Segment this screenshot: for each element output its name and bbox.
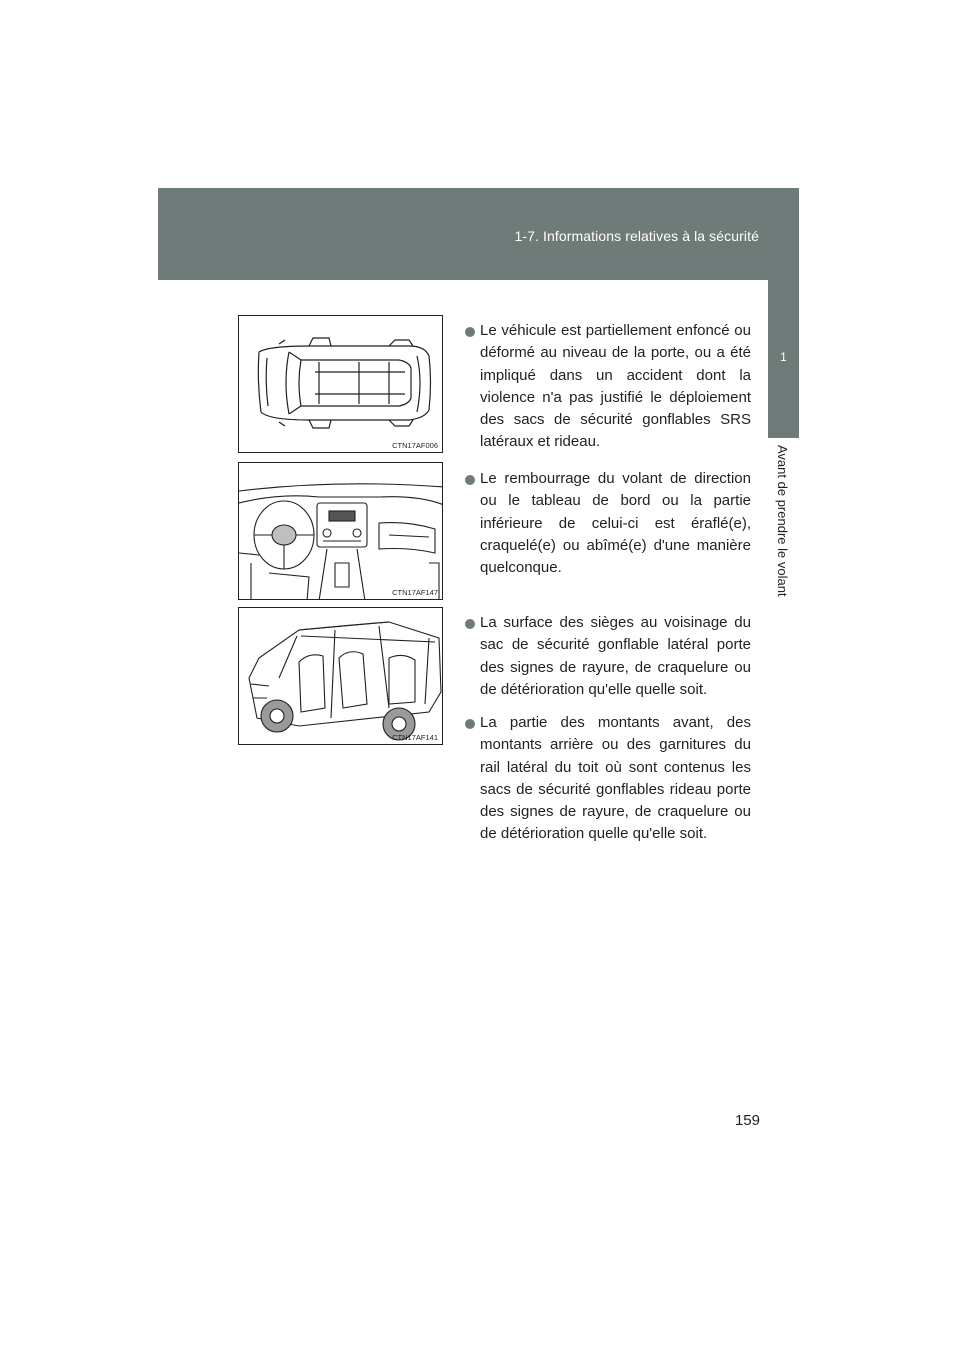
bullet-text: La surface des sièges au voisinage du sac de sécurité gonflable latéral porte des signes de rayure, de craquelure ou de détérioration qu'elle quelle soit. xyxy=(480,614,751,698)
figure-car-top-view xyxy=(238,315,443,453)
chapter-label: Avant de prendre le volant xyxy=(775,445,790,597)
bullet-item xyxy=(465,612,751,701)
bullet-text: Le véhicule est partiellement enfoncé ou déformé au niveau de la porte, ou a été impliqué dans un accident dont la violence n'a pas justifié le déploiement des sacs de sécurité gonflables SRS latéraux et rideau. xyxy=(480,322,751,451)
bullet-text: Le rembourrage du volant de direction ou le tableau de bord ou la partie inférieure de celui-ci est éraflé(e), craquelé(e) ou abîmé(e) d'une manière quelconque. xyxy=(480,470,751,577)
section-title: 1-7. Informations relatives à la sécurité xyxy=(514,228,759,244)
section-header xyxy=(158,188,799,280)
bullet-dot xyxy=(465,475,475,485)
page-number: 159 xyxy=(734,1112,760,1129)
chapter-side-label xyxy=(768,443,799,623)
bullet-dot xyxy=(465,719,475,729)
bullet-dot xyxy=(465,619,475,629)
figure-dashboard-view xyxy=(238,462,443,600)
figure-car-interior-cutaway xyxy=(238,607,443,745)
figure-code: CTN17AF006 xyxy=(392,441,438,450)
figure-code: CTN17AF147 xyxy=(392,588,438,597)
car-top-view-illustration xyxy=(239,316,443,453)
chapter-number: 1 xyxy=(780,350,787,364)
car-cutaway-illustration xyxy=(239,608,443,745)
chapter-tab xyxy=(768,280,799,438)
dashboard-illustration xyxy=(239,463,443,600)
bullet-item xyxy=(465,320,751,454)
bullet-text: La partie des montants avant, des montants arrière ou des garnitures du rail latéral du toit où sont contenus les sacs de sécurité gonflables rideau porte des signes de rayure, de craquelure ou de détérioration quelle qu'elle soit. xyxy=(480,714,751,843)
bullet-dot xyxy=(465,327,475,337)
bullet-item xyxy=(465,712,751,846)
figure-code: CTN17AF141 xyxy=(392,733,438,742)
bullet-item xyxy=(465,468,751,579)
